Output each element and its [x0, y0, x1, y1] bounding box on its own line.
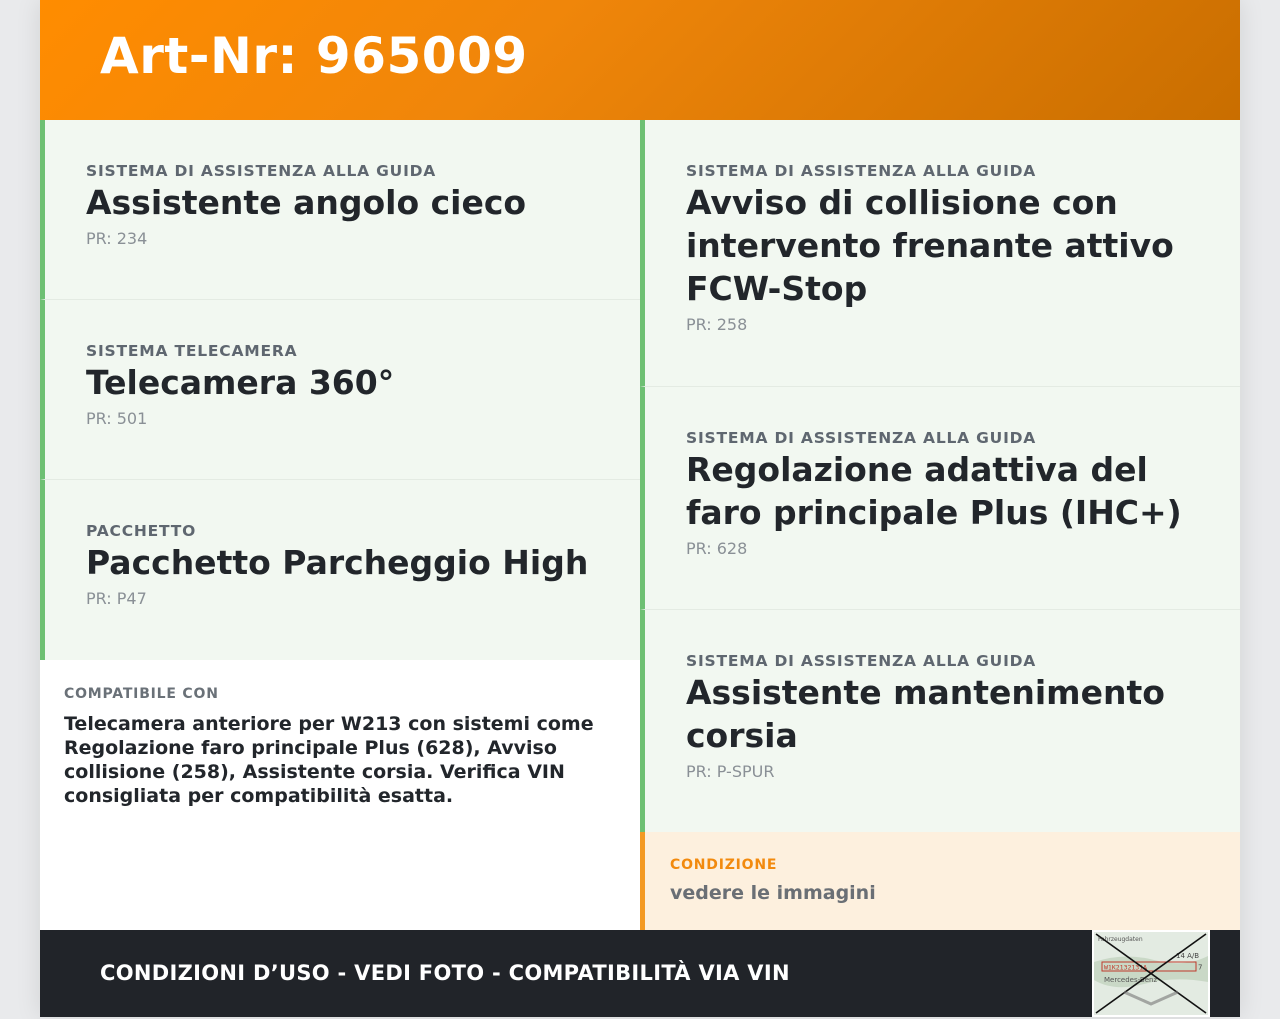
feature-pr-code: PR: 258	[686, 315, 748, 334]
feature-title: Telecamera 360°	[86, 363, 395, 402]
thumbnail-caption: Fahrzeugdaten	[1098, 936, 1143, 943]
feature-card	[40, 480, 640, 660]
document-photo-icon	[1094, 932, 1208, 1015]
feature-category: SISTEMA DI ASSISTENZA ALLA GUIDA	[686, 162, 1037, 180]
vehicle-document-thumbnail	[1092, 930, 1210, 1017]
feature-category: SISTEMA DI ASSISTENZA ALLA GUIDA	[686, 652, 1037, 670]
header-banner	[40, 0, 1240, 120]
feature-title: Regolazione adattiva del faro principale Plus (IHC+)	[686, 450, 1182, 532]
compatibility-section	[40, 660, 640, 930]
product-sheet	[40, 0, 1240, 1017]
feature-title: Assistente angolo cieco	[86, 183, 527, 222]
condition-section	[640, 832, 1240, 930]
thumbnail-digit: 7	[1198, 963, 1203, 972]
thumbnail-brand: Mercedes-Benz	[1104, 976, 1158, 984]
right-column	[640, 120, 1240, 832]
feature-title: Assistente mantenimento corsia	[686, 673, 1165, 755]
feature-pr-code: PR: 501	[86, 409, 148, 428]
thumbnail-field: 14 A/B	[1176, 952, 1200, 960]
feature-pr-code: PR: 628	[686, 539, 748, 558]
thumbnail-vin: W1K2132131A	[1104, 963, 1148, 972]
feature-pr-code: PR: 234	[86, 229, 148, 248]
feature-category: SISTEMA TELECAMERA	[86, 342, 298, 360]
condition-text: vedere le immagini	[670, 882, 876, 904]
feature-card	[640, 387, 1240, 610]
footer-bar	[40, 930, 1240, 1017]
footer-text: CONDIZIONI D’USO - VEDI FOTO - COMPATIBILITÀ VIA VIN	[100, 961, 790, 985]
compatibility-label: COMPATIBILE CON	[64, 686, 219, 702]
feature-title: Pacchetto Parcheggio High	[86, 543, 589, 582]
feature-category: SISTEMA DI ASSISTENZA ALLA GUIDA	[686, 429, 1037, 447]
compatibility-text: Telecamera anteriore per W213 con sistemi come Regolazione faro principale Plus (628), Avviso collisione (258), Assistente corsia. Verifica VIN consigliata per compatibilità esatta.	[64, 713, 594, 807]
feature-pr-code: PR: P47	[86, 589, 147, 608]
feature-category: PACCHETTO	[86, 522, 197, 540]
feature-card	[40, 120, 640, 300]
feature-card	[640, 610, 1240, 832]
feature-title: Avviso di collisione con intervento frenante attivo FCW-Stop	[686, 183, 1174, 308]
article-number-title: Art-Nr: 965009	[100, 27, 528, 85]
left-column	[40, 120, 640, 660]
feature-pr-code: PR: P-SPUR	[686, 762, 775, 781]
feature-card	[40, 300, 640, 480]
feature-category: SISTEMA DI ASSISTENZA ALLA GUIDA	[86, 162, 437, 180]
feature-card	[640, 120, 1240, 387]
condition-label: CONDIZIONE	[670, 857, 778, 873]
